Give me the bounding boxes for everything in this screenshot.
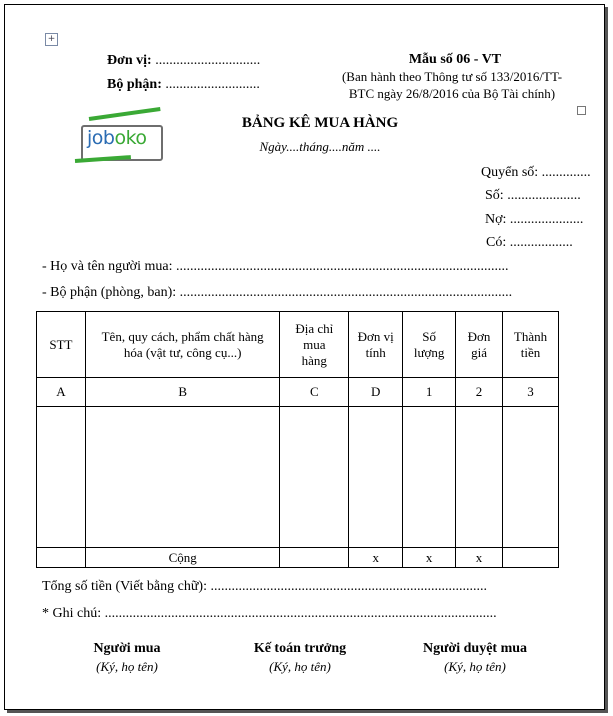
logo-wordmark: joboko	[87, 127, 147, 149]
code-cell: A	[37, 378, 86, 407]
credit-label: Có:	[486, 235, 507, 250]
department-dots: ...........................	[165, 77, 260, 92]
department-line	[107, 77, 260, 93]
header-purchase-address: Địa chỉ mua hàng	[280, 312, 349, 378]
unit-dots: ..............................	[155, 53, 261, 68]
header-quantity: Số lượng	[403, 312, 456, 378]
header-unit-price: Đơn giá	[456, 312, 503, 378]
buyer-department-dots: ...............................................................................................	[179, 285, 513, 300]
code-cell: 1	[403, 378, 456, 407]
total-address-cell	[280, 548, 349, 568]
signature-approver-hint: (Ký, họ tên)	[444, 659, 506, 674]
purchase-table	[36, 311, 559, 568]
buyer-name-line	[42, 259, 508, 275]
note-dots: ................................................................................................................	[104, 606, 497, 621]
signature-approver-title: Người duyệt mua	[422, 641, 528, 656]
code-cell: B	[85, 378, 279, 407]
text-box-handle[interactable]	[577, 106, 586, 115]
body-cell[interactable]	[403, 407, 456, 548]
table-header-row	[37, 312, 559, 378]
debit-dots: .....................	[509, 212, 584, 227]
total-stt-cell	[37, 548, 86, 568]
buyer-department-label: - Bộ phận (phòng, ban):	[42, 285, 177, 300]
code-cell: C	[280, 378, 349, 407]
buyer-department-line	[42, 285, 512, 301]
table-code-row	[37, 378, 559, 407]
doc-number-dots: .....................	[507, 188, 581, 203]
credit-line	[486, 235, 573, 251]
note-line	[42, 606, 497, 622]
document-page	[4, 4, 605, 710]
date-line: Ngày....tháng....năm ....	[259, 139, 381, 154]
book-number-line	[481, 165, 591, 181]
header-amount: Thành tiền	[503, 312, 559, 378]
unit-label: Đơn vị:	[107, 53, 152, 68]
code-cell: D	[349, 378, 403, 407]
total-words-label: Tổng số tiền (Viết bằng chữ):	[42, 579, 207, 594]
unit-line	[107, 53, 260, 69]
signature-buyer-title: Người mua	[93, 641, 161, 656]
note-label: * Ghi chú:	[42, 606, 102, 621]
credit-dots: ..................	[509, 235, 573, 250]
joboko-logo	[75, 111, 165, 167]
buyer-name-dots: ...............................................................................................	[175, 259, 509, 274]
debit-line	[485, 212, 583, 228]
total-price-mark: x	[456, 548, 503, 568]
code-cell: 2	[456, 378, 503, 407]
total-amount-cell	[503, 548, 559, 568]
total-label: Cộng	[85, 548, 279, 568]
body-cell[interactable]	[37, 407, 86, 548]
table-total-row	[37, 548, 559, 568]
table-move-handle-icon[interactable]: +	[45, 33, 58, 46]
logo-stripe-top	[89, 107, 161, 121]
header-unit: Đơn vị tính	[349, 312, 403, 378]
total-words-line	[42, 579, 487, 595]
table-body-row	[37, 407, 559, 548]
doc-number-label: Số:	[485, 188, 504, 203]
signature-buyer	[67, 641, 187, 675]
department-label: Bộ phận:	[107, 77, 162, 92]
signature-chief-accountant-title: Kế toán trưởng	[253, 641, 347, 656]
body-cell[interactable]	[280, 407, 349, 548]
form-note-line2: BTC ngày 26/8/2016 của Bộ Tài chính)	[348, 86, 556, 101]
form-note-line1: (Ban hành theo Thông tư số 133/2016/TT-	[341, 69, 563, 84]
debit-label: Nợ:	[485, 212, 507, 227]
header-description: Tên, quy cách, phẩm chất hàng hóa (vật tư, công cụ...)	[85, 312, 279, 378]
doc-number-line	[485, 188, 581, 204]
total-words-dots: ...............................................................................	[210, 579, 487, 594]
total-quantity-mark: x	[403, 548, 456, 568]
signature-approver	[405, 641, 545, 675]
header-stt: STT	[37, 312, 86, 378]
document-title: BẢNG KÊ MUA HÀNG	[241, 115, 399, 131]
total-unit-mark: x	[349, 548, 403, 568]
code-cell: 3	[503, 378, 559, 407]
buyer-name-label: - Họ và tên người mua:	[42, 259, 173, 274]
body-cell[interactable]	[349, 407, 403, 548]
body-cell[interactable]	[456, 407, 503, 548]
book-number-dots: ..............	[541, 165, 591, 180]
body-cell[interactable]	[85, 407, 279, 548]
signature-chief-accountant-hint: (Ký, họ tên)	[269, 659, 331, 674]
signature-buyer-hint: (Ký, họ tên)	[96, 659, 158, 674]
signature-chief-accountant	[235, 641, 365, 675]
form-number: Mẫu số 06 - VT	[408, 52, 502, 67]
body-cell[interactable]	[503, 407, 559, 548]
book-number-label: Quyển số:	[481, 165, 539, 180]
